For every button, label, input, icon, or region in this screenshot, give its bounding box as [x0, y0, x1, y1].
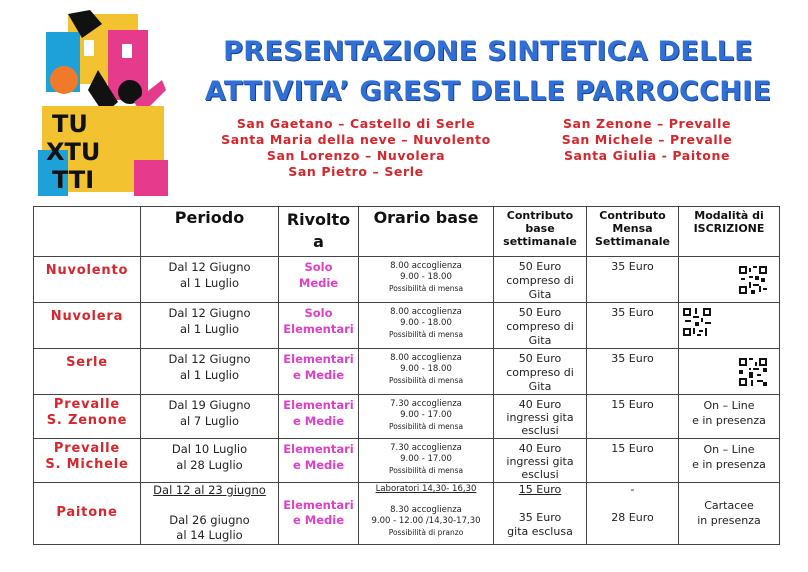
svg-text:TU: TU	[52, 110, 88, 138]
place-cell	[34, 439, 141, 483]
header-empty	[34, 207, 141, 257]
target-line: Elementari	[283, 442, 354, 456]
period-cell	[141, 395, 279, 439]
period-line: al 1 Luglio	[179, 367, 240, 382]
place-cell: Nuvolento	[34, 257, 141, 303]
place-line: S. Michele	[45, 457, 129, 472]
hours-line: 9.00 - 17.00	[400, 454, 452, 464]
period-line: al 7 Luglio	[179, 413, 240, 428]
qr-code-icon[interactable]	[683, 308, 711, 336]
place-cell: Paitone	[34, 483, 141, 545]
contrib-line: 15 Euro	[518, 483, 562, 496]
target-cell	[279, 349, 359, 395]
period-cell	[141, 257, 279, 303]
grest-logo	[38, 10, 168, 196]
contrib-cell	[494, 303, 587, 349]
mensa-cell: 35 Euro	[587, 257, 679, 303]
hours-cell	[359, 395, 494, 439]
place-line: Prevalle	[53, 441, 121, 456]
title-line-1: PRESENTAZIONE SINTETICA DELLE	[223, 36, 753, 67]
period-cell	[141, 349, 279, 395]
place-line: S. Zenone	[46, 413, 128, 428]
header-mensa	[587, 207, 679, 257]
period-line: al 14 Luglio	[176, 528, 243, 542]
target-line: e Medie	[292, 367, 345, 382]
contrib-line: ingressi gita	[506, 455, 574, 468]
header-mensa-text: Contributo Mensa Settimanale	[594, 209, 671, 248]
modal-line: in presenza	[697, 514, 761, 528]
mensa-cell: 15 Euro	[587, 395, 679, 439]
target-line: e Medie	[292, 513, 345, 528]
contrib-line: 50 Euro	[518, 306, 562, 319]
svg-text:XTU: XTU	[46, 138, 101, 166]
hours-line: 8.30 accoglienza	[390, 505, 462, 515]
parish-item: San Gaetano – Castello di Serle	[236, 116, 476, 131]
contrib-line: compreso di Gita	[506, 274, 574, 301]
hours-cell	[359, 483, 494, 545]
period-cell	[141, 303, 279, 349]
target-cell	[279, 303, 359, 349]
mensa-cell: 15 Euro	[587, 439, 679, 483]
hours-cell	[359, 439, 494, 483]
place-cell	[34, 395, 141, 439]
period-line: Dal 26 giugno	[169, 512, 250, 527]
hours-line: 8.00 accoglienza	[390, 307, 462, 317]
contrib-line: 40 Euro	[518, 442, 562, 455]
hours-line: Possibilità di mensa	[388, 466, 464, 475]
hours-line: Possibilità di pranzo	[388, 528, 464, 537]
parish-item: San Michele – Prevalle	[561, 132, 733, 147]
hours-line: 9.00 - 18.00	[400, 272, 452, 282]
header-contributo	[494, 207, 587, 257]
parish-item: San Pietro – Serle	[288, 164, 424, 179]
hours-line: Possibilità di mensa	[388, 422, 464, 431]
hours-line: 8.00 accoglienza	[390, 261, 462, 271]
mensa-cell	[587, 483, 679, 545]
header-modalita	[679, 207, 780, 257]
page-title	[178, 32, 798, 112]
modal-line: Cartacee	[704, 499, 754, 513]
target-line: Elementari	[283, 352, 354, 366]
table-row	[34, 395, 780, 439]
period-line: Dal 12 Giugno	[168, 352, 251, 366]
target-line: e Medie	[292, 457, 345, 472]
modal-cell	[679, 483, 780, 545]
hours-line: 7.30 accoglienza	[390, 399, 462, 409]
contrib-line: compreso di Gita	[506, 320, 574, 347]
hours-line: 8.00 accoglienza	[390, 353, 462, 363]
modal-cell	[679, 257, 780, 303]
target-line: Solo	[304, 260, 333, 274]
qr-code-icon[interactable]	[739, 358, 767, 386]
qr-code-icon[interactable]	[739, 266, 767, 294]
target-cell	[279, 395, 359, 439]
target-line: e Medie	[292, 413, 345, 428]
parish-item: San Zenone – Prevalle	[562, 116, 732, 131]
parish-item: Santa Maria della neve – Nuvolento	[221, 132, 491, 147]
table-row	[34, 257, 780, 303]
mensa-cell: 35 Euro	[587, 349, 679, 395]
contrib-line: esclusi	[521, 468, 559, 481]
modal-cell	[679, 395, 780, 439]
mensa-line: 28 Euro	[611, 511, 654, 524]
table-row	[34, 483, 780, 545]
contrib-cell	[494, 483, 587, 545]
target-cell	[279, 257, 359, 303]
contrib-line: 50 Euro	[518, 260, 562, 273]
modal-line: On – Line	[703, 443, 755, 456]
period-line: Dal 10 Luglio	[171, 442, 248, 456]
contrib-line: ingressi gita	[506, 411, 574, 424]
contrib-line: 50 Euro	[518, 352, 562, 365]
target-line: Elementari	[283, 497, 354, 512]
place-cell: Nuvolera	[34, 303, 141, 349]
table-row	[34, 349, 780, 395]
modal-cell	[679, 439, 780, 483]
header-orario: Orario base	[359, 207, 494, 257]
parish-list-left	[206, 116, 506, 180]
period-line: al 28 Luglio	[176, 457, 243, 472]
modal-line: e in presenza	[692, 414, 766, 427]
parish-list-right	[552, 116, 742, 164]
hours-line: Possibilità di mensa	[388, 330, 464, 339]
mensa-cell: 35 Euro	[587, 303, 679, 349]
hours-line: Laboratori 14,30- 16,30	[375, 484, 477, 494]
target-line: Elementari	[283, 321, 354, 336]
header-periodo: Periodo	[141, 207, 279, 257]
modal-line: On – Line	[703, 399, 755, 412]
contrib-cell	[494, 349, 587, 395]
contrib-line: 35 Euro	[518, 511, 562, 524]
header-row	[34, 207, 780, 257]
contrib-line: gita esclusa	[507, 525, 573, 538]
title-line-2: ATTIVITA’ GREST DELLE PARROCCHIE	[204, 76, 772, 107]
target-line: Elementari	[283, 398, 354, 412]
hours-cell	[359, 257, 494, 303]
header-rivolto-text: Rivolto a	[286, 210, 351, 251]
hours-cell	[359, 349, 494, 395]
modal-cell	[679, 303, 780, 349]
hours-cell	[359, 303, 494, 349]
hours-line: 9.00 - 17.00	[400, 410, 452, 420]
period-cell	[141, 439, 279, 483]
target-line: Solo	[304, 306, 333, 320]
place-cell: Serle	[34, 349, 141, 395]
modal-cell	[679, 349, 780, 395]
header-contributo-text: Contributo base settimanale	[503, 209, 577, 248]
contrib-line: compreso di Gita	[506, 366, 574, 393]
grest-table	[33, 206, 780, 545]
table-row	[34, 303, 780, 349]
contrib-cell	[494, 439, 587, 483]
hours-line: Possibilità di mensa	[388, 284, 464, 293]
period-line: Dal 12 Giugno	[168, 260, 251, 274]
target-cell	[279, 483, 359, 545]
target-line: Medie	[298, 275, 339, 290]
hours-line: 7.30 accoglienza	[390, 443, 462, 453]
hours-line: 9.00 - 12.00 /14,30-17,30	[371, 516, 481, 526]
place-line: Prevalle	[53, 397, 121, 412]
header-modalita-text: Modalità di ISCRIZIONE	[693, 209, 765, 235]
contrib-line: esclusi	[521, 424, 559, 437]
period-line: al 1 Luglio	[179, 321, 240, 336]
contrib-cell	[494, 257, 587, 303]
mensa-line: -	[630, 483, 635, 496]
period-line: Dal 19 Giugno	[168, 398, 251, 412]
parish-item: San Lorenzo – Nuvolera	[266, 148, 446, 163]
period-line: al 1 Luglio	[179, 275, 240, 290]
table-row	[34, 439, 780, 483]
period-cell	[141, 483, 279, 545]
parish-item: Santa Giulia - Paitone	[563, 148, 731, 163]
period-line: Dal 12 al 23 giugno	[153, 483, 266, 497]
hours-line: 9.00 - 18.00	[400, 318, 452, 328]
hours-line: Possibilità di mensa	[388, 376, 464, 385]
hours-line: 9.00 - 18.00	[400, 364, 452, 374]
period-line: Dal 12 Giugno	[168, 306, 251, 320]
header-rivolto	[279, 207, 359, 257]
modal-line: e in presenza	[692, 458, 766, 471]
svg-text:TTI: TTI	[52, 166, 95, 194]
contrib-line: 40 Euro	[518, 398, 562, 411]
contrib-cell	[494, 395, 587, 439]
target-cell	[279, 439, 359, 483]
